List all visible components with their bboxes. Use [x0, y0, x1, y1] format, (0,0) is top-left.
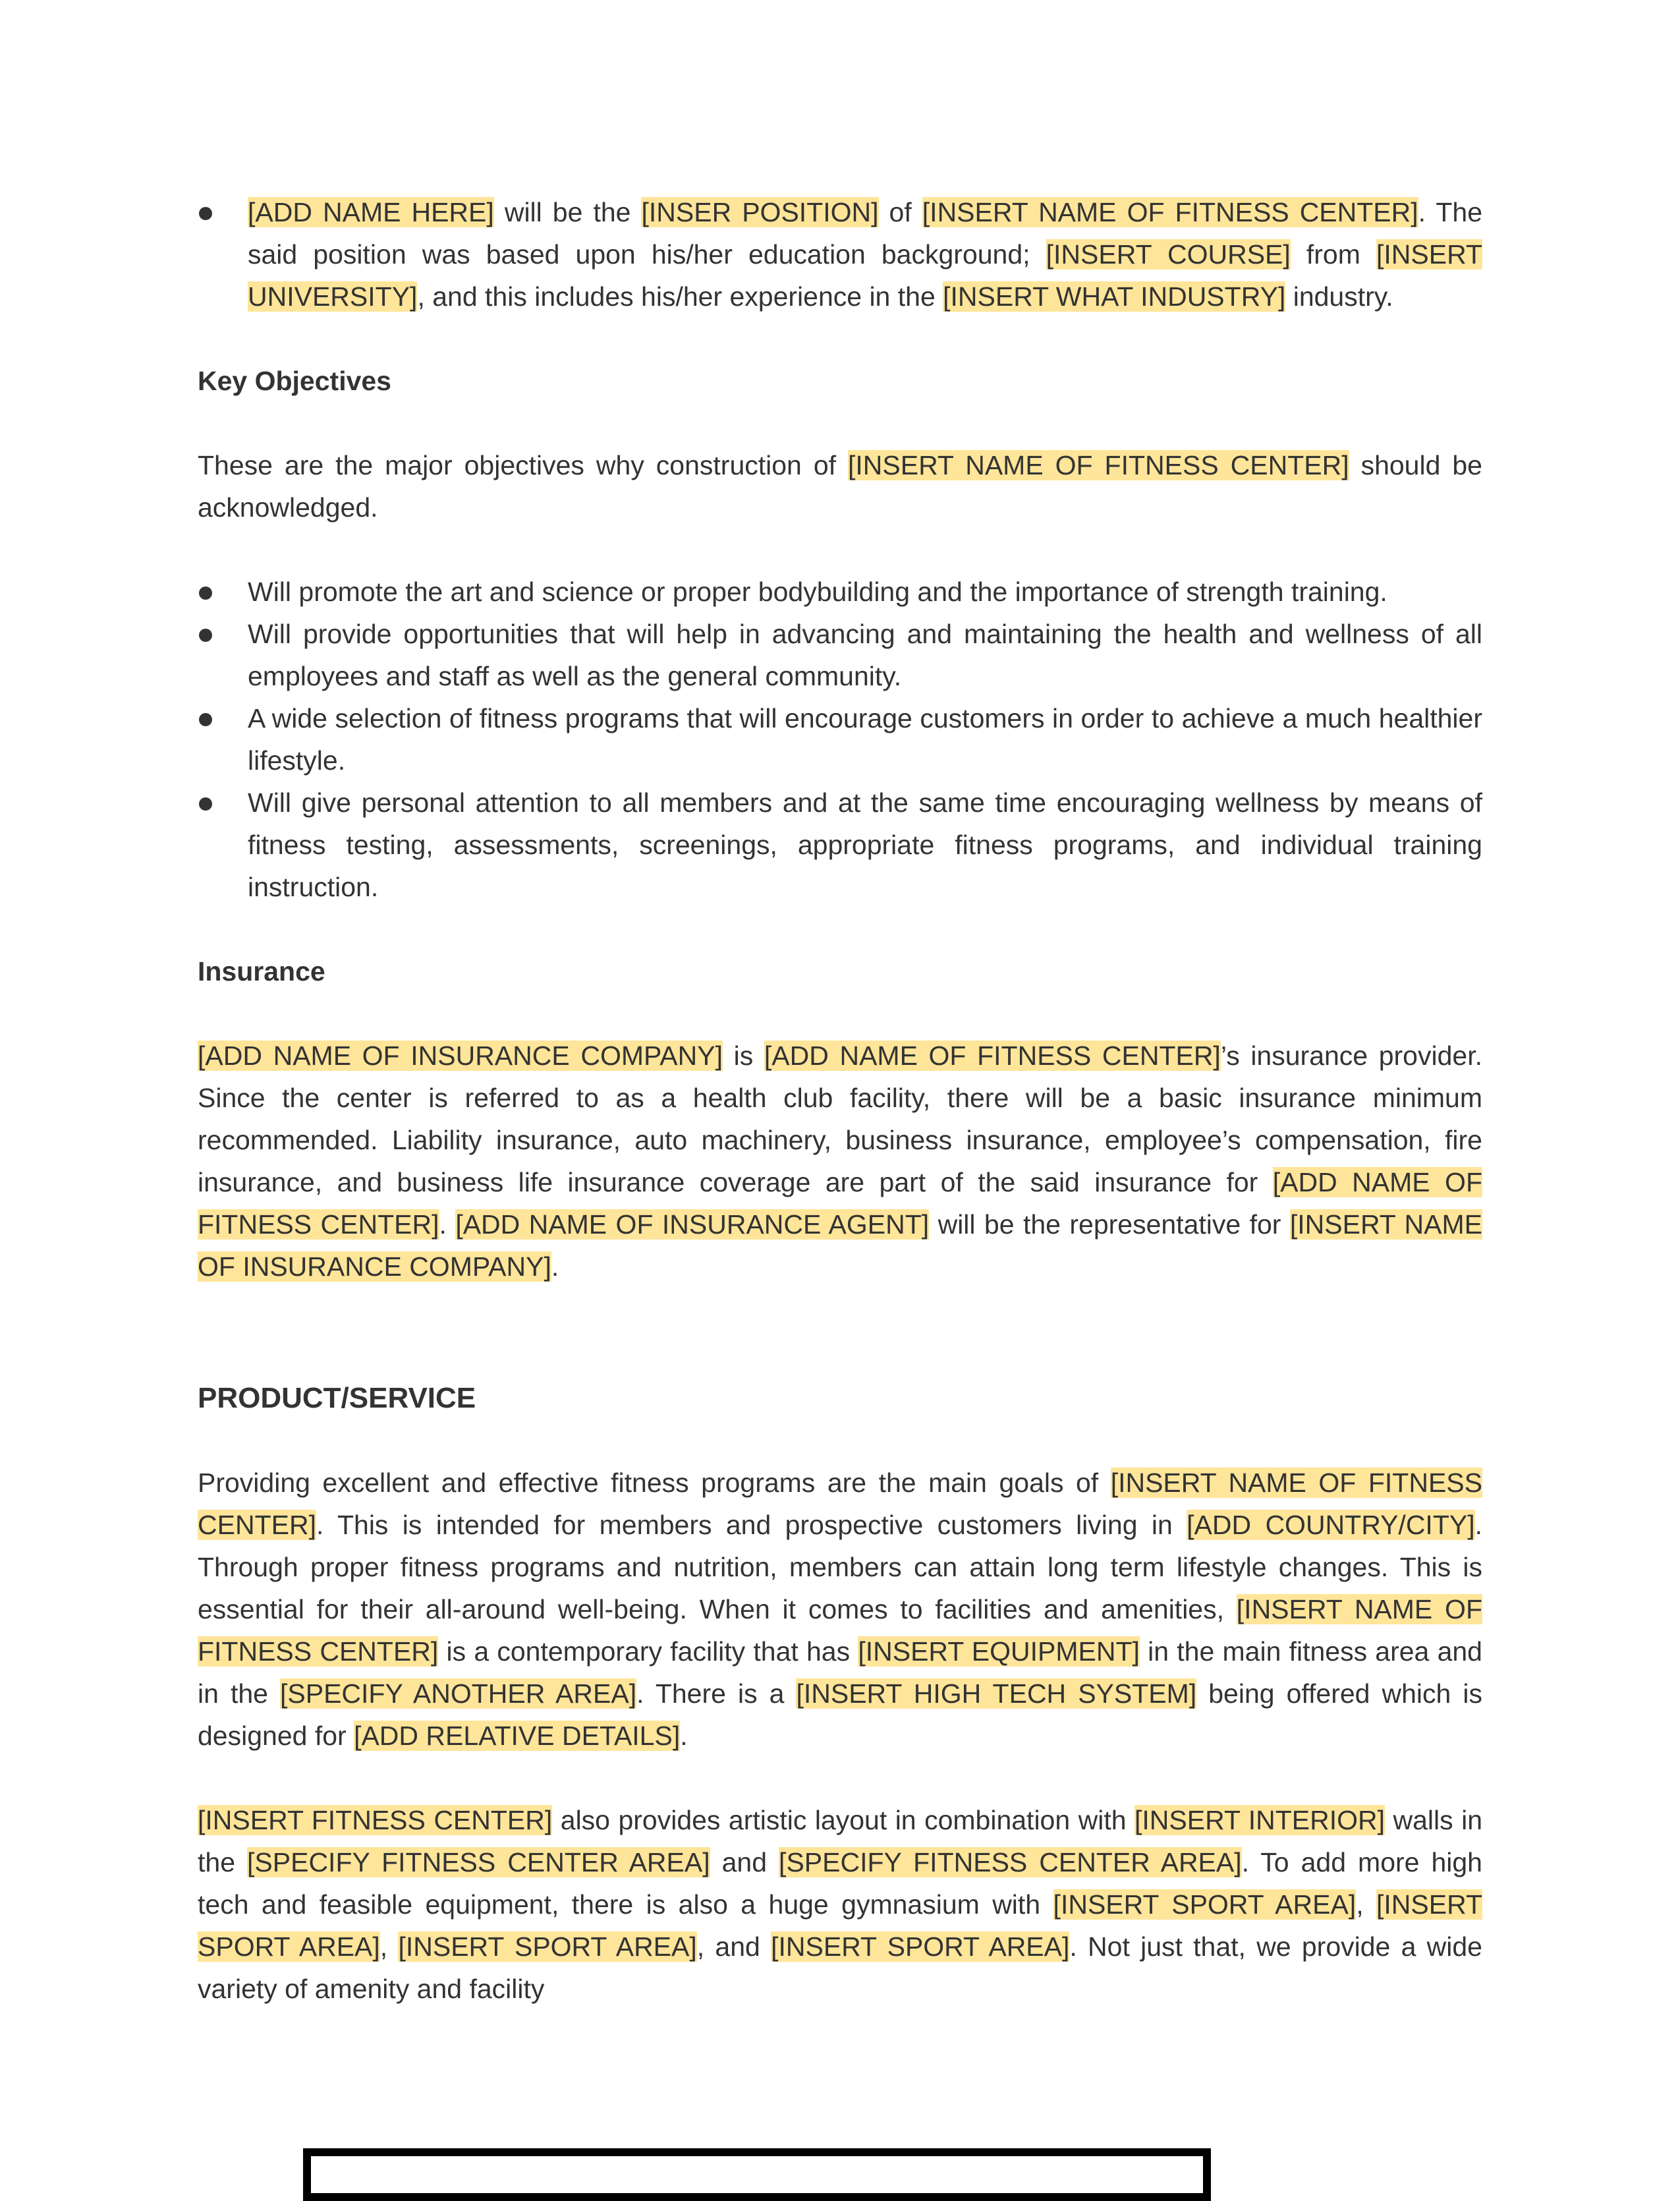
body-text: , and	[696, 1931, 771, 1962]
key-objectives-intro	[198, 444, 1482, 529]
placeholder-highlight: [INSERT UNIVERSITY]	[248, 239, 1482, 312]
placeholder-highlight: [INSERT NAME OF INSURANCE COMPANY]	[198, 1209, 1482, 1282]
body-text: .	[439, 1209, 456, 1240]
placeholder-highlight: [INSERT EQUIPMENT]	[858, 1636, 1140, 1667]
placeholder-highlight: [SPECIFY FITNESS CENTER AREA]	[247, 1847, 710, 1877]
body-text: will be the representative for	[929, 1209, 1290, 1240]
intro-bullet-item	[198, 191, 1482, 318]
placeholder-highlight: [ADD NAME OF INSURANCE AGENT]	[455, 1209, 930, 1240]
section-heading-key-objectives: Key Objectives	[198, 366, 391, 396]
body-text: .	[551, 1251, 559, 1282]
bullet-icon	[199, 629, 212, 642]
insurance-paragraph	[198, 1035, 1482, 1288]
body-text: in the main fitness area and in the	[198, 1636, 1482, 1709]
body-text: . To add more high tech and feasible equipment, there is also a huge gymnasium with	[198, 1847, 1482, 1920]
body-text: These are the major objectives why construction of	[198, 450, 848, 480]
intro-bullet-list	[198, 191, 1482, 318]
placeholder-highlight: [INSERT INTERIOR]	[1134, 1805, 1386, 1835]
body-text: walls in the	[198, 1805, 1483, 1877]
objectives-list	[198, 571, 1482, 908]
body-text: ,	[379, 1931, 399, 1962]
placeholder-highlight: [INSERT SPORT AREA]	[771, 1931, 1070, 1962]
placeholder-highlight: [ADD NAME OF FITNESS CENTER]	[764, 1041, 1221, 1071]
bullet-icon	[199, 207, 212, 220]
objective-item	[198, 571, 1482, 613]
document-page	[198, 191, 1482, 2010]
body-text: Providing excellent and effective fitness programs are the main goals of	[198, 1468, 1111, 1498]
body-text: is a contemporary facility that has	[438, 1636, 858, 1667]
objective-text: Will provide opportunities that will help in advancing and maintaining the health and wellness of all employees and staff as well as the general community.	[248, 619, 1482, 691]
placeholder-highlight: [INSERT NAME OF FITNESS CENTER]	[198, 1468, 1482, 1540]
placeholder-highlight: [SPECIFY ANOTHER AREA]	[280, 1678, 637, 1709]
placeholder-highlight: [ADD COUNTRY/CITY]	[1187, 1510, 1475, 1540]
body-text: from	[1290, 239, 1376, 270]
bullet-icon	[199, 586, 212, 600]
bullet-icon	[199, 713, 212, 726]
objective-text: A wide selection of fitness programs that will encourage customers in order to achieve a much healthier lifestyle.	[248, 703, 1482, 776]
body-text: should be acknowledged.	[198, 450, 1482, 523]
body-text: . This is intended for members and prospective customers living in	[316, 1510, 1187, 1540]
placeholder-highlight: [INSERT WHAT INDUSTRY]	[943, 281, 1286, 312]
body-text: is	[723, 1041, 764, 1071]
section-heading-insurance: Insurance	[198, 956, 325, 986]
body-text: of	[878, 197, 922, 227]
body-text: . Through proper fitness programs and nutrition, members can attain long term lifestyle changes. This is essential for their all-around well-being. When it comes to facilities and amenities,	[198, 1510, 1483, 1624]
objective-item	[198, 697, 1482, 782]
body-text: . Not just that, we provide a wide variety of amenity and facility	[198, 1931, 1482, 2004]
placeholder-highlight: [INSERT NAME OF FITNESS CENTER]	[847, 450, 1349, 480]
body-text: will be the	[493, 197, 642, 227]
body-text: .	[680, 1721, 688, 1751]
body-text: ,	[1356, 1889, 1377, 1920]
objective-item	[198, 782, 1482, 908]
body-text: being offered which is designed for	[198, 1678, 1482, 1751]
body-text: ’s insurance provider. Since the center is referred to as a health club facility, there will be a basic insurance minimum recommended. Liability insurance, auto machinery, business insurance, employee’s compensation, fire insurance, and business life insurance coverage are part of the said insurance for	[198, 1041, 1482, 1197]
placeholder-highlight: [INSER POSITION]	[641, 197, 879, 227]
section-heading-product-service: PRODUCT/SERVICE	[198, 1382, 476, 1414]
placeholder-highlight: [INSERT NAME OF FITNESS CENTER]	[922, 197, 1418, 227]
footer-box	[303, 2148, 1211, 2201]
objective-text: Will promote the art and science or proper bodybuilding and the importance of strength training.	[248, 577, 1387, 607]
placeholder-highlight: [INSERT SPORT AREA]	[1053, 1889, 1357, 1920]
placeholder-highlight: [ADD NAME OF FITNESS CENTER]	[198, 1167, 1482, 1240]
body-text: , and this includes his/her experience in the	[417, 281, 943, 312]
placeholder-highlight: [INSERT SPORT AREA]	[198, 1889, 1483, 1962]
placeholder-highlight: [SPECIFY FITNESS CENTER AREA]	[779, 1847, 1242, 1877]
bullet-icon	[199, 797, 212, 811]
body-text: . The said position was based upon his/her education background;	[248, 197, 1482, 270]
placeholder-highlight: [ADD NAME HERE]	[248, 197, 494, 227]
placeholder-highlight: [INSERT COURSE]	[1046, 239, 1291, 270]
placeholder-highlight: [INSERT NAME OF FITNESS CENTER]	[198, 1594, 1482, 1667]
objective-item	[198, 613, 1482, 697]
body-text: industry.	[1285, 281, 1393, 312]
placeholder-highlight: [INSERT FITNESS CENTER]	[198, 1805, 553, 1835]
placeholder-highlight: [ADD NAME OF INSURANCE COMPANY]	[198, 1041, 723, 1071]
product-service-paragraph-1	[198, 1462, 1482, 1757]
product-service-paragraph-2	[198, 1799, 1482, 2010]
body-text: . There is a	[636, 1678, 797, 1709]
placeholder-highlight: [INSERT SPORT AREA]	[398, 1931, 697, 1962]
placeholder-highlight: [INSERT HIGH TECH SYSTEM]	[796, 1678, 1197, 1709]
body-text: and	[710, 1847, 779, 1877]
placeholder-highlight: [ADD RELATIVE DETAILS]	[354, 1721, 681, 1751]
body-text: also provides artistic layout in combination with	[552, 1805, 1135, 1835]
objective-text: Will give personal attention to all members and at the same time encouraging wellness by means of fitness testing, assessments, screenings, appropriate fitness programs, and individual training instruction.	[248, 787, 1482, 902]
